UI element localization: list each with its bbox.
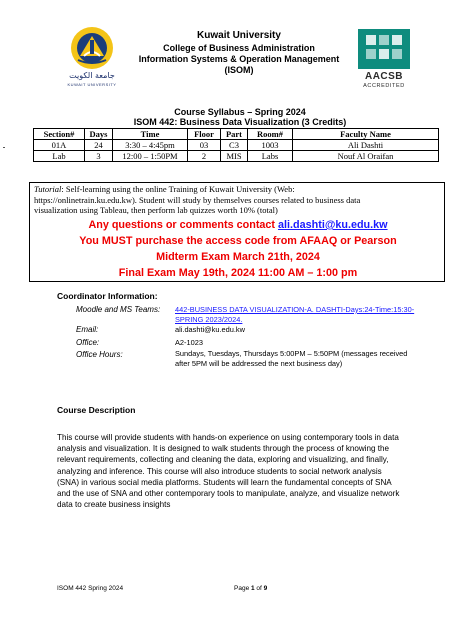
office-hours-label: Office Hours: bbox=[76, 350, 123, 359]
tutorial-line: https://onlinetrain.ku.edu.kw). Student will study by themselves courses related to business data bbox=[34, 194, 361, 205]
aacsb-logo bbox=[358, 29, 410, 92]
description-line: This course will provide students with hands-on experience on using contemporary tools in data bbox=[57, 433, 399, 442]
ku-logo-arabic: جامعة الكويت bbox=[69, 71, 115, 80]
moodle-link[interactable] bbox=[175, 305, 433, 325]
table-cell: Nouf Al Oraifan bbox=[293, 151, 439, 162]
moodle-label: Moodle and MS Teams: bbox=[76, 305, 161, 314]
access-code-notice: You MUST purchase the access code from AFAAQ or Pearson bbox=[79, 235, 397, 247]
table-cell: 3 bbox=[85, 151, 113, 162]
tutorial-text bbox=[34, 184, 442, 216]
description-line: (SNA) in various social media platforms. Students will learn the fundamental concepts of SNA bbox=[57, 477, 392, 487]
table-cell: C3 bbox=[221, 140, 248, 151]
page-of: of bbox=[254, 585, 264, 592]
notice-box bbox=[29, 182, 445, 282]
footer-page-number bbox=[234, 585, 267, 592]
tutorial-line: visualization using Tableau, then perform lab quizzes worth 10% (total) bbox=[34, 205, 278, 216]
table-cell: 03 bbox=[188, 140, 221, 151]
aacsb-sub: ACCREDITED bbox=[363, 83, 405, 89]
column-header: Room# bbox=[248, 129, 293, 140]
table-cell: MIS bbox=[221, 151, 248, 162]
description-line: and the use of SNA and other contemporary tools to manipulate, analyze, and visualize network bbox=[57, 489, 400, 499]
contact-email-link[interactable]: ali.dashti@ku.edu.kw bbox=[278, 219, 388, 231]
department-abbr: (ISOM) bbox=[224, 65, 254, 75]
column-header: Floor bbox=[188, 129, 221, 140]
page-current: 1 bbox=[251, 585, 255, 592]
description-line: data to create business insights bbox=[57, 500, 171, 510]
course-description-text bbox=[57, 432, 421, 510]
table-cell: 12:00 – 1:50PM bbox=[113, 151, 188, 162]
aacsb-name: AACSB bbox=[364, 71, 404, 82]
page-prefix: Page bbox=[234, 585, 251, 592]
schedule-table bbox=[33, 128, 439, 162]
description-line: analyzing and inference. This course will also introduce students to social network analysis bbox=[57, 466, 382, 476]
table-cell: 24 bbox=[85, 140, 113, 151]
tutorial-label: Tutorial bbox=[34, 184, 62, 194]
table-row bbox=[34, 151, 439, 162]
margin-mark bbox=[3, 147, 5, 148]
midterm-notice: Midterm Exam March 21th, 2024 bbox=[156, 251, 320, 263]
contact-prefix: Any questions or comments contact bbox=[88, 219, 279, 231]
moodle-link-line: 442-BUSINESS DATA VISUALIZATION-A. DASHTI-Days:24-Time:15:30- bbox=[175, 305, 415, 314]
table-cell: 01A bbox=[34, 140, 85, 151]
course-description-heading: Course Description bbox=[57, 405, 136, 415]
ku-logo-english: KUWAIT UNIVERSITY bbox=[67, 82, 117, 87]
table-cell: Labs bbox=[248, 151, 293, 162]
coordinator-heading: Coordinator Information: bbox=[57, 291, 158, 301]
office-value: A2-1023 bbox=[175, 338, 203, 347]
syllabus-title: Course Syllabus – Spring 2024 bbox=[174, 107, 306, 117]
office-hours-line: Sundays, Tuesdays, Thursdays 5:00PM – 5:50PM (messages received bbox=[175, 349, 408, 358]
ku-emblem-icon bbox=[70, 26, 114, 70]
column-header: Days bbox=[85, 129, 113, 140]
email-value: ali.dashti@ku.edu.kw bbox=[175, 325, 245, 334]
department-name: Information Systems & Operation Management bbox=[138, 54, 340, 64]
table-row bbox=[34, 140, 439, 151]
college-name: College of Business Administration bbox=[163, 43, 315, 53]
office-hours-value bbox=[175, 349, 433, 369]
page-total: 9 bbox=[263, 585, 268, 592]
final-notice: Final Exam May 19th, 2024 11:00 AM – 1:00 pm bbox=[118, 267, 358, 279]
table-cell: 3:30 – 4:45pm bbox=[113, 140, 188, 151]
column-header: Time bbox=[113, 129, 188, 140]
column-header: Part bbox=[221, 129, 248, 140]
kuwait-university-logo bbox=[62, 26, 122, 90]
description-line: relevant requirements, collecting and cleaning the data, exploring and visualizing, and finally, bbox=[57, 455, 389, 465]
table-cell: 1003 bbox=[248, 140, 293, 151]
table-header-row bbox=[34, 129, 439, 140]
tutorial-line: : Self-learning using the online Training of Kuwait University (Web: bbox=[61, 184, 295, 194]
table-cell: Lab bbox=[34, 151, 85, 162]
contact-line bbox=[30, 219, 446, 231]
description-line: analysis and visualization. It is designed to walk students through the process of knowing the bbox=[57, 444, 390, 454]
office-hours-line: after 5PM will be addressed the next business day) bbox=[175, 359, 343, 368]
table-cell: 2 bbox=[188, 151, 221, 162]
column-header: Faculty Name bbox=[293, 129, 439, 140]
university-name: Kuwait University bbox=[197, 30, 281, 41]
footer-course: ISOM 442 Spring 2024 bbox=[57, 585, 124, 592]
course-title: ISOM 442: Business Data Visualization (3 Credits) bbox=[133, 117, 347, 127]
aacsb-emblem-icon bbox=[358, 29, 410, 69]
column-header: Section# bbox=[34, 129, 85, 140]
email-label: Email: bbox=[76, 325, 99, 334]
table-cell: Ali Dashti bbox=[293, 140, 439, 151]
office-label: Office: bbox=[76, 338, 100, 347]
moodle-link-line: SPRING 2023/2024. bbox=[175, 315, 243, 324]
